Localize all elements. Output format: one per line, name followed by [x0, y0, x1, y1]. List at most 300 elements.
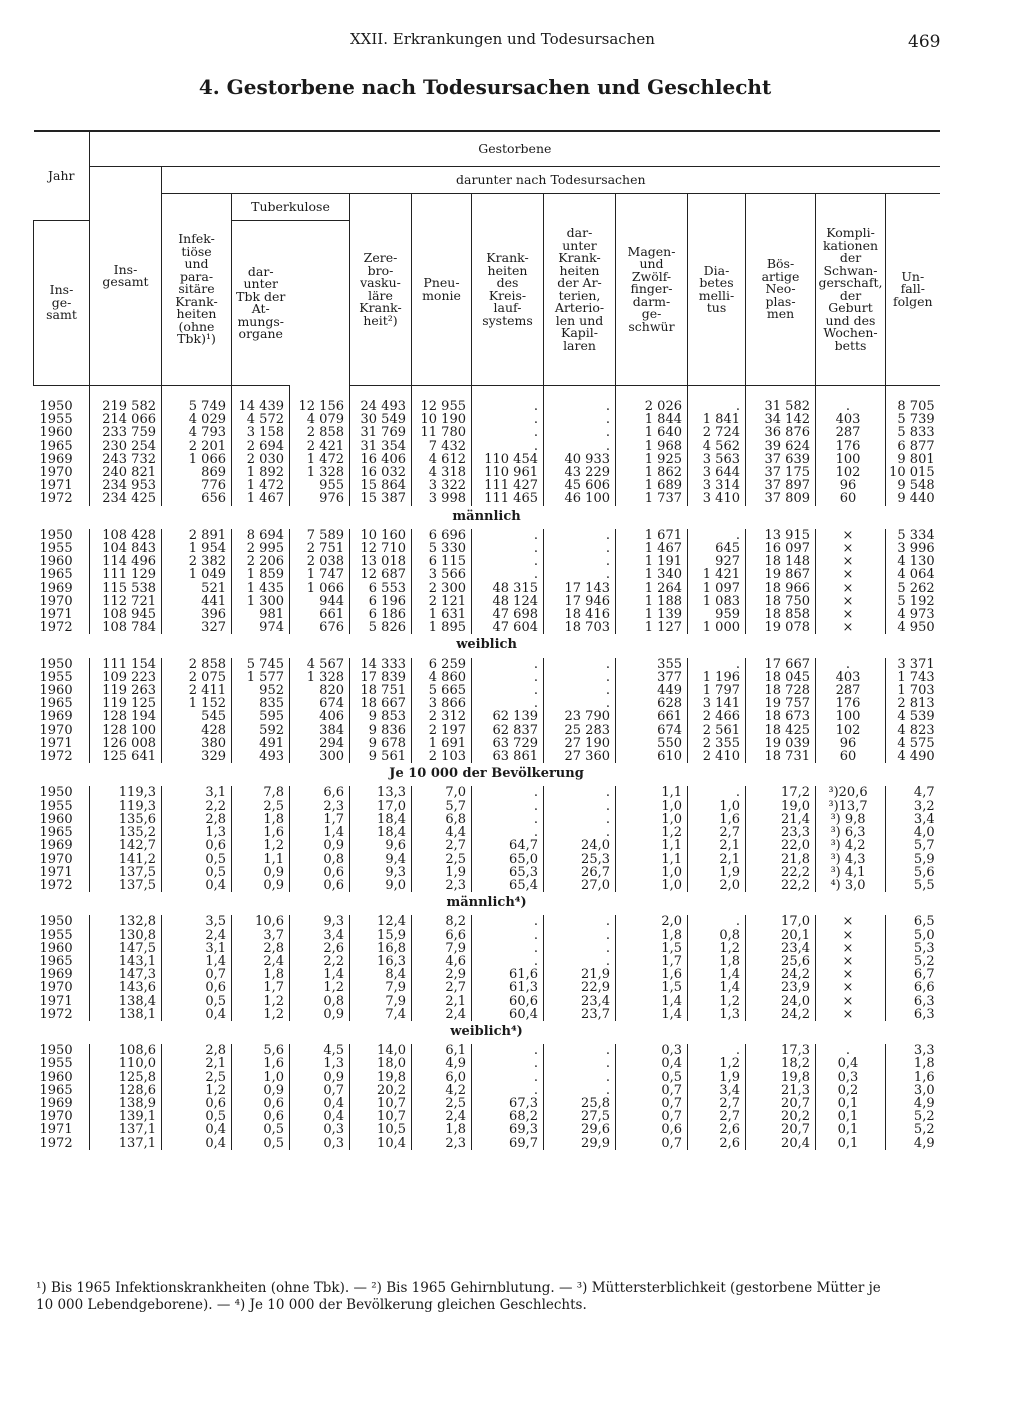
value-cell: 102 — [816, 724, 886, 737]
value-cell: 3,0 — [886, 1084, 940, 1097]
value-cell: × — [816, 981, 886, 994]
value-cell: 0,3 — [816, 1071, 886, 1084]
value-cell: 2,7 — [412, 839, 472, 852]
value-cell: 2,7 — [688, 1097, 746, 1110]
value-cell: 661 — [290, 608, 350, 621]
value-cell: 23,4 — [746, 942, 816, 955]
value-cell: 147,3 — [90, 968, 162, 981]
value-cell: 111 465 — [472, 492, 544, 505]
value-cell: 1,0 — [232, 1071, 290, 1084]
value-cell: 6 115 — [412, 555, 472, 568]
value-cell: 6,3 — [886, 1008, 940, 1021]
value-cell: 1 747 — [290, 568, 350, 581]
value-cell: 959 — [688, 608, 746, 621]
value-cell: 5 826 — [350, 621, 412, 634]
value-cell: 3 566 — [412, 568, 472, 581]
table-row — [34, 1137, 940, 1150]
value-cell: 1 844 — [616, 413, 688, 426]
value-cell: 2,4 — [412, 1110, 472, 1123]
value-cell: 22,9 — [544, 981, 616, 994]
value-cell: 4 823 — [886, 724, 940, 737]
value-cell: 6 196 — [350, 595, 412, 608]
value-cell: 294 — [290, 737, 350, 750]
value-cell: 0,7 — [616, 1110, 688, 1123]
value-cell: 0,5 — [232, 1137, 290, 1150]
value-cell: 1 841 — [688, 413, 746, 426]
value-cell: 384 — [290, 724, 350, 737]
value-cell: 2,5 — [232, 800, 290, 813]
value-cell: 2,5 — [412, 853, 472, 866]
value-cell: 137,5 — [90, 866, 162, 879]
value-cell: 2,4 — [162, 929, 232, 942]
value-cell: 2 030 — [232, 453, 290, 466]
value-cell: 20,2 — [350, 1084, 412, 1097]
col-insgesamt: Ins- gesamt — [90, 167, 162, 386]
table-title: 4. Gestorbene nach Todesursachen und Geschlecht — [198, 75, 772, 99]
value-cell: × — [816, 595, 886, 608]
value-cell: 2,1 — [688, 839, 746, 852]
value-cell: 1 954 — [162, 542, 232, 555]
value-cell: 1,4 — [162, 955, 232, 968]
value-cell: 0,6 — [616, 1123, 688, 1136]
year-cell: 1950 — [39, 914, 73, 930]
value-cell: 23 790 — [544, 710, 616, 723]
value-cell: 0,3 — [290, 1123, 350, 1136]
value-cell: 110 454 — [472, 453, 544, 466]
value-cell: 1,8 — [232, 813, 290, 826]
value-cell: 18 966 — [746, 582, 816, 595]
value-cell: 102 — [816, 466, 886, 479]
value-cell: 3 371 — [886, 658, 940, 671]
value-cell: 8 705 — [886, 400, 940, 413]
value-cell: 2 312 — [412, 710, 472, 723]
value-cell: 2 421 — [290, 440, 350, 453]
year-cell: 1971 — [39, 607, 73, 623]
value-cell: 34 142 — [746, 413, 816, 426]
value-cell: 2 751 — [290, 542, 350, 555]
value-cell: 1 328 — [290, 671, 350, 684]
value-cell: 3 998 — [412, 492, 472, 505]
value-cell: 1,2 — [688, 942, 746, 955]
value-cell: 3 563 — [688, 453, 746, 466]
value-cell: 1,8 — [412, 1123, 472, 1136]
value-cell: 24,2 — [746, 1008, 816, 1021]
value-cell: 18 750 — [746, 595, 816, 608]
col-diabetes: Dia- betes melli- tus — [688, 194, 746, 386]
value-cell: 2 382 — [162, 555, 232, 568]
value-cell: 1 340 — [616, 568, 688, 581]
value-cell: 135,6 — [90, 813, 162, 826]
value-cell: 4 860 — [412, 671, 472, 684]
value-cell: 2,3 — [412, 879, 472, 892]
value-cell: 0,8 — [688, 929, 746, 942]
value-cell: 327 — [162, 621, 232, 634]
year-cell: 1971 — [39, 735, 73, 751]
value-cell: 0,5 — [616, 1071, 688, 1084]
year-cell: 1960 — [39, 425, 73, 441]
value-cell: 110,0 — [90, 1057, 162, 1070]
value-cell: 4 950 — [886, 621, 940, 634]
value-cell: 3 158 — [232, 426, 290, 439]
value-cell: 25 283 — [544, 724, 616, 737]
value-cell: 4,9 — [886, 1097, 940, 1110]
value-cell: 63 861 — [472, 750, 544, 763]
value-cell: 0,9 — [290, 839, 350, 852]
value-cell: 128,6 — [90, 1084, 162, 1097]
value-cell: 128 100 — [90, 724, 162, 737]
value-cell: 9 836 — [350, 724, 412, 737]
value-cell: 3,1 — [162, 786, 232, 799]
value-cell: 21,4 — [746, 813, 816, 826]
value-cell: 0,6 — [290, 866, 350, 879]
value-cell: 0,1 — [816, 1137, 886, 1150]
table-row — [34, 1123, 940, 1136]
value-cell: 20,7 — [746, 1123, 816, 1136]
value-cell: 0,4 — [162, 879, 232, 892]
value-cell: 610 — [616, 750, 688, 763]
value-cell: 138,1 — [90, 1008, 162, 1021]
value-cell: 5 749 — [162, 400, 232, 413]
value-cell: 2,4 — [412, 1008, 472, 1021]
year-cell: 1950 — [39, 1043, 73, 1059]
value-cell: 1,4 — [616, 1008, 688, 1021]
value-cell: 18 731 — [746, 750, 816, 763]
year-cell: 1970 — [39, 465, 73, 481]
section-heading-row — [34, 892, 940, 915]
value-cell: . — [472, 413, 544, 426]
value-cell: 6 696 — [412, 529, 472, 542]
value-cell: 0,2 — [816, 1084, 886, 1097]
value-cell: 1,2 — [232, 839, 290, 852]
value-cell: . — [544, 440, 616, 453]
value-cell: 380 — [162, 737, 232, 750]
value-cell: 16 097 — [746, 542, 816, 555]
value-cell: 300 — [290, 750, 350, 763]
value-cell: 17,0 — [746, 915, 816, 928]
value-cell: . — [472, 440, 544, 453]
value-cell: 1 127 — [616, 621, 688, 634]
value-cell: . — [544, 400, 616, 413]
value-cell: . — [544, 684, 616, 697]
value-cell: 403 — [816, 413, 886, 426]
value-cell: 19,8 — [746, 1071, 816, 1084]
year-cell: 1971 — [39, 1122, 73, 1138]
value-cell: 24,2 — [746, 968, 816, 981]
value-cell: 493 — [232, 750, 290, 763]
mortality-table — [33, 130, 940, 1150]
value-cell: 1,4 — [688, 968, 746, 981]
value-cell: 4 612 — [412, 453, 472, 466]
value-cell: ³) 4,3 — [816, 853, 886, 866]
value-cell: . — [688, 786, 746, 799]
value-cell: 63 729 — [472, 737, 544, 750]
value-cell: × — [816, 621, 886, 634]
value-cell: 5 739 — [886, 413, 940, 426]
value-cell: 18 667 — [350, 697, 412, 710]
value-cell: 13 018 — [350, 555, 412, 568]
value-cell: 10,4 — [350, 1137, 412, 1150]
value-cell: 2 694 — [232, 440, 290, 453]
value-cell: 22,2 — [746, 866, 816, 879]
value-cell: 0,6 — [232, 1110, 290, 1123]
value-cell: 3,4 — [290, 929, 350, 942]
value-cell: 6,6 — [290, 786, 350, 799]
value-cell: 974 — [232, 621, 290, 634]
running-title: XXII. Erkrankungen und Todesursachen — [350, 30, 655, 48]
value-cell: 69,7 — [472, 1137, 544, 1150]
value-cell: . — [472, 1084, 544, 1097]
year-cell: 1960 — [39, 683, 73, 699]
value-cell: 1,2 — [616, 826, 688, 839]
value-cell: . — [472, 542, 544, 555]
value-cell: . — [544, 955, 616, 968]
value-cell: 37 175 — [746, 466, 816, 479]
value-cell: 1 049 — [162, 568, 232, 581]
col-infektioese: Infek- tiöse und para- sitäre Krank- heiten (ohne Tbk)¹) — [162, 194, 232, 386]
value-cell: 645 — [688, 542, 746, 555]
value-cell: 40 933 — [544, 453, 616, 466]
value-cell: 7,9 — [350, 995, 412, 1008]
table-row — [34, 981, 940, 994]
value-cell: 1,0 — [616, 813, 688, 826]
value-cell: 2,4 — [232, 955, 290, 968]
value-cell: 143,6 — [90, 981, 162, 994]
year-cell: 1969 — [39, 967, 73, 983]
value-cell: 5,9 — [886, 853, 940, 866]
section-heading-row — [34, 1021, 940, 1044]
value-cell: 0,4 — [816, 1057, 886, 1070]
value-cell: 5 833 — [886, 426, 940, 439]
table-row — [34, 582, 940, 595]
year-cell: 1971 — [39, 478, 73, 494]
value-cell: 1,2 — [688, 1057, 746, 1070]
value-cell: 2 075 — [162, 671, 232, 684]
value-cell: 1,7 — [290, 813, 350, 826]
value-cell: 0,9 — [232, 1084, 290, 1097]
spacer-row — [34, 386, 940, 401]
value-cell: 18 425 — [746, 724, 816, 737]
value-cell: × — [816, 942, 886, 955]
value-cell: . — [688, 658, 746, 671]
value-cell: . — [472, 400, 544, 413]
value-cell: 23,7 — [544, 1008, 616, 1021]
value-cell: 5 745 — [232, 658, 290, 671]
value-cell: . — [472, 813, 544, 826]
value-cell: 2,0 — [616, 915, 688, 928]
value-cell: 18,0 — [350, 1057, 412, 1070]
value-cell: 1,0 — [688, 800, 746, 813]
value-cell: 9 440 — [886, 492, 940, 505]
table-body — [34, 386, 940, 1150]
footnote-line-1: ¹) Bis 1965 Infektionskrankheiten (ohne Tbk). — ²) Bis 1965 Gehirnblutung. — ³) Müttersterblichkeit (gestorbene Mütter je — [36, 1280, 881, 1296]
year-cell: 1972 — [39, 620, 73, 636]
year-cell: 1969 — [39, 451, 73, 467]
value-cell: 48 124 — [472, 595, 544, 608]
value-cell: 5 192 — [886, 595, 940, 608]
value-cell: 4 973 — [886, 608, 940, 621]
value-cell: × — [816, 555, 886, 568]
value-cell: . — [472, 426, 544, 439]
value-cell: 2 197 — [412, 724, 472, 737]
value-cell: . — [544, 826, 616, 839]
value-cell: 19,0 — [746, 800, 816, 813]
table-row — [34, 839, 940, 852]
value-cell: . — [472, 942, 544, 955]
year-cell: 1972 — [39, 877, 73, 893]
value-cell: 130,8 — [90, 929, 162, 942]
value-cell: × — [816, 542, 886, 555]
value-cell: 17,2 — [746, 786, 816, 799]
value-cell: 355 — [616, 658, 688, 671]
year-cell: 1969 — [39, 1095, 73, 1111]
value-cell: 4,4 — [412, 826, 472, 839]
value-cell: 1 435 — [232, 582, 290, 595]
value-cell: 233 759 — [90, 426, 162, 439]
value-cell: 1,3 — [290, 1057, 350, 1070]
section-heading-row — [34, 506, 940, 529]
table-row — [34, 750, 940, 763]
value-cell: 5,2 — [886, 1123, 940, 1136]
value-cell: 1 631 — [412, 608, 472, 621]
value-cell: 2,1 — [688, 853, 746, 866]
value-cell: 4,0 — [886, 826, 940, 839]
value-cell: 31 582 — [746, 400, 816, 413]
year-cell: 1955 — [39, 412, 73, 428]
value-cell: . — [472, 568, 544, 581]
section-heading: weiblich⁴) — [450, 1023, 523, 1039]
value-cell: 2,1 — [412, 995, 472, 1008]
value-cell: 4 490 — [886, 750, 940, 763]
value-cell: 4 029 — [162, 413, 232, 426]
year-cell: 1960 — [39, 1069, 73, 1085]
value-cell: 4 575 — [886, 737, 940, 750]
year-cell: 1971 — [39, 864, 73, 880]
value-cell: 37 897 — [746, 479, 816, 492]
value-cell: 0,3 — [290, 1137, 350, 1150]
value-cell: 96 — [816, 479, 886, 492]
value-cell: 1 640 — [616, 426, 688, 439]
value-cell: 111 129 — [90, 568, 162, 581]
value-cell: . — [544, 1071, 616, 1084]
value-cell: 5,2 — [886, 955, 940, 968]
value-cell: 2 410 — [688, 750, 746, 763]
value-cell: 23,3 — [746, 826, 816, 839]
value-cell: ³) 9,8 — [816, 813, 886, 826]
value-cell: 428 — [162, 724, 232, 737]
value-cell: 6 877 — [886, 440, 940, 453]
table-header — [34, 131, 940, 386]
value-cell: 0,6 — [162, 1097, 232, 1110]
value-cell: 0,8 — [290, 853, 350, 866]
value-cell: 37 809 — [746, 492, 816, 505]
value-cell: 5 262 — [886, 582, 940, 595]
value-cell: 5,0 — [886, 929, 940, 942]
value-cell: 0,5 — [162, 866, 232, 879]
value-cell: 65,4 — [472, 879, 544, 892]
value-cell: 2 300 — [412, 582, 472, 595]
value-cell: 7,9 — [412, 942, 472, 955]
value-cell: 119,3 — [90, 800, 162, 813]
value-cell: 14 333 — [350, 658, 412, 671]
value-cell: 0,1 — [816, 1097, 886, 1110]
table-row — [34, 915, 940, 928]
value-cell: . — [544, 1057, 616, 1070]
value-cell: . — [472, 1071, 544, 1084]
value-cell: × — [816, 529, 886, 542]
value-cell: 592 — [232, 724, 290, 737]
value-cell: 0,8 — [290, 995, 350, 1008]
table-row — [34, 1084, 940, 1097]
value-cell: 25,8 — [544, 1097, 616, 1110]
value-cell: 119 263 — [90, 684, 162, 697]
value-cell: 449 — [616, 684, 688, 697]
footnote-line-2: 10 000 Lebendgeborene). — ⁴) Je 10 000 der Bevölkerung gleichen Geschlechts. — [36, 1297, 587, 1313]
value-cell: 2 355 — [688, 737, 746, 750]
value-cell: 18 751 — [350, 684, 412, 697]
value-cell: 3,3 — [886, 1044, 940, 1057]
col-pneumonie: Pneu- monie — [412, 194, 472, 386]
value-cell: 1 467 — [232, 492, 290, 505]
value-cell: 2 121 — [412, 595, 472, 608]
value-cell: 10,7 — [350, 1097, 412, 1110]
year-cell: 1950 — [39, 656, 73, 672]
value-cell: 1 472 — [232, 479, 290, 492]
year-cell: 1970 — [39, 851, 73, 867]
year-cell: 1971 — [39, 993, 73, 1009]
value-cell: 96 — [816, 737, 886, 750]
value-cell: 2,6 — [290, 942, 350, 955]
value-cell: 3,4 — [688, 1084, 746, 1097]
value-cell: 4,6 — [412, 955, 472, 968]
value-cell: 2,7 — [688, 1110, 746, 1123]
value-cell: . — [544, 413, 616, 426]
year-cell: 1950 — [39, 527, 73, 543]
value-cell: 6,5 — [886, 915, 940, 928]
value-cell: ⁴) 3,0 — [816, 879, 886, 892]
value-cell: 9 853 — [350, 710, 412, 723]
value-cell: 1,7 — [616, 955, 688, 968]
value-cell: 2 411 — [162, 684, 232, 697]
value-cell: 0,5 — [162, 995, 232, 1008]
value-cell: 2,9 — [412, 968, 472, 981]
value-cell: 100 — [816, 453, 886, 466]
value-cell: . — [688, 1044, 746, 1057]
value-cell: 6,7 — [886, 968, 940, 981]
value-cell: 595 — [232, 710, 290, 723]
value-cell: 0,7 — [616, 1137, 688, 1150]
value-cell: 10 160 — [350, 529, 412, 542]
value-cell: 18 416 — [544, 608, 616, 621]
page-number: 469 — [908, 32, 941, 52]
value-cell: . — [472, 684, 544, 697]
value-cell: × — [816, 608, 886, 621]
value-cell: 115 538 — [90, 582, 162, 595]
value-cell: 1 895 — [412, 621, 472, 634]
value-cell: 1,8 — [232, 968, 290, 981]
value-cell: 1,6 — [886, 1071, 940, 1084]
value-cell: 24,0 — [544, 839, 616, 852]
value-cell: 5 330 — [412, 542, 472, 555]
value-cell: 141,2 — [90, 853, 162, 866]
value-cell: 1 859 — [232, 568, 290, 581]
value-cell: 60,4 — [472, 1008, 544, 1021]
value-cell: 27 360 — [544, 750, 616, 763]
value-cell: 60 — [816, 750, 886, 763]
year-cell: 1969 — [39, 709, 73, 725]
value-cell: 287 — [816, 426, 886, 439]
value-cell: 128 194 — [90, 710, 162, 723]
value-cell: 13,3 — [350, 786, 412, 799]
